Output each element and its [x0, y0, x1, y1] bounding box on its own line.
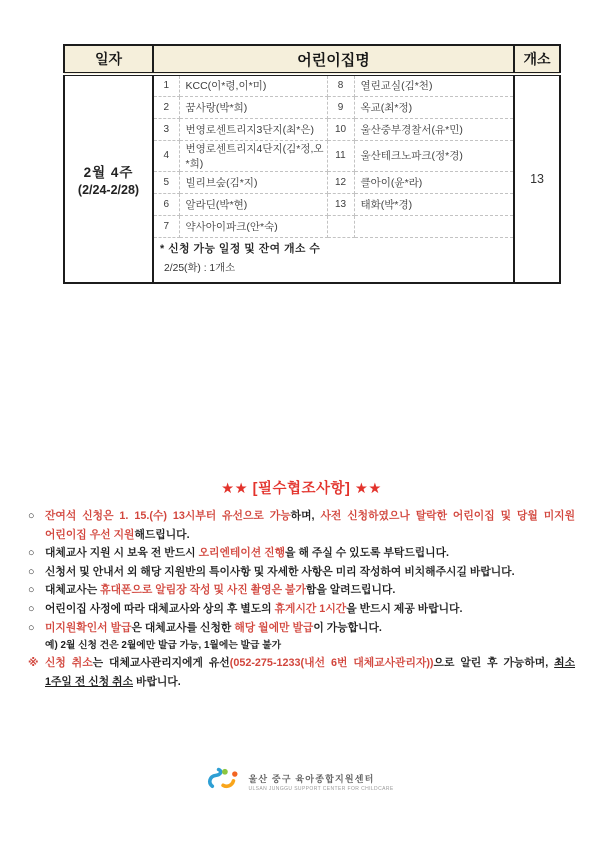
schedule-table: [63, 44, 561, 284]
footer-org-name: 울산 중구 육아종합지원센터: [248, 773, 375, 784]
col-header-date: 일자: [64, 45, 153, 74]
center-name-cell: 알라딘(박*현): [179, 193, 327, 215]
notice-bullet: ○: [28, 510, 35, 522]
notice-bullet: ○: [28, 602, 35, 615]
text-segment: 최소 1주일 전 신청 취소: [45, 657, 576, 688]
notice-item: [28, 654, 575, 691]
note-title: * 신청 가능 일정 및 잔여 개소 수: [160, 242, 321, 255]
row-number-cell: 1: [153, 74, 179, 96]
note-body: 2/25(화) : 1개소: [164, 262, 236, 274]
footer-org-name-en: ULSAN JUNGGU SUPPORT CENTER FOR CHILDCARE: [248, 785, 394, 792]
text-segment: 미지원확인서 발급: [45, 621, 132, 634]
count-cell: 13: [514, 74, 560, 283]
notice-item: [28, 581, 575, 600]
footer-logo: [0, 767, 600, 796]
notice-section: [28, 477, 575, 691]
date-cell: [64, 74, 153, 283]
row-number-cell: 7: [153, 215, 179, 237]
date-week: 2월 4주: [83, 164, 134, 180]
notice-text: [45, 507, 575, 544]
notice-text: [45, 544, 575, 563]
text-segment: 은 대체교사를 신청한: [131, 621, 235, 634]
center-name-cell: 빌리브숲(김*지): [179, 171, 327, 193]
notice-item: [28, 544, 575, 563]
table-row: [64, 74, 560, 96]
center-name-cell: 꿈사랑(박*희): [179, 96, 327, 118]
date-range: (2/24-2/28): [77, 182, 140, 197]
table-header-row: [64, 45, 560, 74]
text-segment: 이 가능합니다.: [313, 621, 382, 634]
center-name-cell: 옥교(최*정): [354, 96, 514, 118]
notice-item: [28, 600, 575, 619]
notice-item: [28, 563, 575, 582]
center-name-cell: 클아이(윤*라): [354, 171, 514, 193]
row-number-cell: 6: [153, 193, 179, 215]
text-segment: 휴대폰으로 알림장 작성 및 사진 촬영은 불가: [100, 584, 306, 597]
notice-text: [45, 637, 575, 654]
notice-text: [45, 563, 575, 582]
row-number-cell: 4: [153, 140, 179, 171]
notice-bullet: ○: [28, 565, 35, 578]
notice-text: [45, 619, 575, 638]
text-segment: 예) 2월 신청 건은 2월에만 발급 가능, 1월에는 발급 불가: [45, 640, 282, 652]
center-name-cell: 울산테크노파크(정*경): [354, 140, 514, 171]
text-segment: 잔여석 신청은 1. 15.(수) 13시부터 유선으로 가능: [45, 510, 291, 522]
text-segment: 신청 취소: [45, 657, 93, 670]
row-number-cell: 3: [153, 118, 179, 140]
center-name-cell: [354, 215, 514, 237]
text-segment: (052-275-1233(내선 6번 대체교사관리자)): [229, 657, 434, 670]
text-segment: 는 대체교사관리지에게 유선: [92, 657, 230, 670]
text-segment: 해드립니다.: [134, 528, 190, 541]
text-segment: 사전 신청하였으나 탈락한 어린이집 및 당월 미지원 어린이집 우선 지원: [45, 510, 576, 541]
center-name-cell: 태화(박*경): [354, 193, 514, 215]
notice-bullet: ○: [28, 547, 35, 560]
notice-bullet: ○: [28, 621, 35, 634]
text-segment: 을 해 주실 수 있도록 부탁드립니다.: [285, 547, 450, 560]
center-logo-icon: [206, 767, 242, 796]
note-cell: [153, 237, 514, 283]
text-segment: 오리엔테이션 진행: [198, 547, 286, 560]
center-name-cell: 번영로센트리지4단지(김*정,오*희): [179, 140, 327, 171]
center-name-cell: KCC(이*령,이*미): [179, 74, 327, 96]
notice-text: [45, 654, 575, 691]
text-segment: 으로 알린 후 가능하며,: [433, 657, 555, 670]
row-number-cell: 10: [327, 118, 354, 140]
row-number-cell: 2: [153, 96, 179, 118]
notice-bullet: ※: [28, 657, 39, 670]
center-name-cell: 약사아이파크(안*숙): [179, 215, 327, 237]
notice-item: [28, 637, 575, 654]
text-segment: 함을 알려드립니다.: [305, 584, 396, 597]
text-segment: 대체교사는: [45, 584, 101, 597]
center-name-cell: 울산중부경찰서(유*민): [354, 118, 514, 140]
text-segment: 바랍니다.: [133, 675, 181, 688]
text-segment: 대체교사 지원 시 보육 전 반드시: [45, 547, 199, 560]
text-segment: 휴게시간 1시간: [274, 602, 347, 615]
row-number-cell: 8: [327, 74, 354, 96]
notice-bullet: ○: [28, 584, 35, 597]
text-segment: 하며,: [290, 510, 321, 522]
notice-title: ★★ [필수협조사항] ★★: [221, 481, 382, 497]
notice-text: [45, 581, 575, 600]
notice-item: [28, 507, 575, 544]
text-segment: 신청서 및 안내서 외 해당 지원반의 특이사항 및 자세한 사항은 미리 작성하여 비치해주시길 바랍니다.: [45, 565, 515, 578]
text-segment: 을 반드시 제공 바랍니다.: [346, 602, 463, 615]
center-name-cell: 열린교실(김*천): [354, 74, 514, 96]
row-number-cell: 13: [327, 193, 354, 215]
row-number-cell: 11: [327, 140, 354, 171]
text-segment: 어린이집 사정에 따라 대체교사와 상의 후 별도의: [45, 602, 275, 615]
row-number-cell: 12: [327, 171, 354, 193]
notice-list: [28, 507, 575, 691]
notice-item: [28, 619, 575, 638]
col-header-center-name: 어린이집명: [153, 45, 514, 74]
row-number-cell: [327, 215, 354, 237]
notice-text: [45, 600, 575, 619]
row-number-cell: 9: [327, 96, 354, 118]
row-number-cell: 5: [153, 171, 179, 193]
col-header-count: 개소: [514, 45, 560, 74]
text-segment: 해당 월에만 발급: [234, 621, 314, 634]
center-name-cell: 번영로센트리지3단지(최*은): [179, 118, 327, 140]
